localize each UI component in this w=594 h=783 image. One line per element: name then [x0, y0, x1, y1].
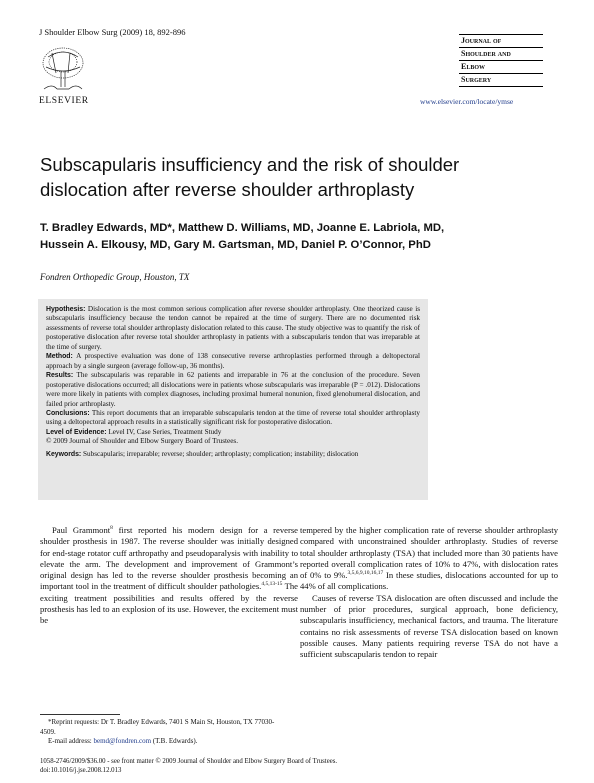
affiliation: Fondren Orthopedic Group, Houston, TX — [40, 272, 190, 282]
author-line: T. Bradley Edwards, MD*, Matthew D. Williams, MD, Joanne E. Labriola, MD, — [40, 222, 445, 234]
email-label: E-mail address: — [48, 737, 94, 745]
footnote-divider — [40, 714, 120, 715]
elsevier-tree-logo — [40, 45, 86, 93]
conclusions-text: This report documents that an irreparable subscapularis tendon at the time of reverse total shoulder arthroplasty using a deltopectoral approach results in a statistically significant risk for postoperative dislocation. — [46, 408, 420, 427]
method-heading: Method: — [46, 353, 73, 361]
body-text: The exciting treatment possibilities and results offered by the reverse prosthesis has led to an explosion of its use. However, the excitement must be — [40, 581, 299, 626]
issn-line: 1058-2746/2009/$36.00 - see front matter © 2009 Journal of Shoulder and Elbow Surgery Board of Trustees. — [40, 758, 338, 765]
email-suffix: (T.B. Edwards). — [151, 737, 198, 745]
level-of-evidence-heading: Level of Evidence: — [46, 428, 107, 436]
email-link[interactable]: bemd@fondren.com — [93, 737, 152, 745]
citation-ref[interactable]: 3,5,6,9,10,16,17 — [347, 570, 384, 577]
method-text: A prospective evaluation was done of 138 consecutive reverse arthroplasties performed through a deltopectoral approach by a single surgeon (average follow-up, 36 months). — [46, 352, 420, 370]
author-list — [40, 220, 500, 254]
body-text: first reported his modern design for a reverse shoulder prosthesis in 1987. The reverse shoulder was initially designed for end-stage rotator cuff arthropathy and pseudoparalysis with inability to elevate the arm. The development and improvement of Grammont’s original design has led to the reverse shoulder prosthesis becoming an important tool in the treatment of difficult shoulder pathologies. — [40, 525, 298, 592]
keywords-heading: Keywords: — [46, 450, 82, 458]
page-footer — [40, 757, 550, 775]
abstract-box — [38, 299, 428, 500]
results-text: The subscapularis was reparable in 62 patients and irreparable in 76 at the conclusion of the procedure. Seven postoperative dislocations occurred; all dislocations were in patients whose subscapularis was irreparable (P = .012). Dislocations were more likely in patients with complex diagnoses, including proximal humeral nonunion, fixed glenohumeral dislocation, and failed prior arthroplasty. — [46, 371, 420, 408]
hypothesis-heading: Hypothesis: — [46, 306, 86, 313]
journal-logo-line: Journal of — [461, 36, 502, 45]
body-paragraph: Causes of reverse TSA dislocation are often discussed and include the number of prior procedures, surgical approach, bone deficiency, subscapularis insufficiency, mechanical factors, and trauma. The literature contains no risk assessments of reverse TSA dislocation based on known possible causes. Many patients requiring reverse TSA do not have a sufficient subscapularis tendon to repair — [300, 592, 558, 660]
publisher-name: ELSEVIER — [39, 96, 89, 106]
level-of-evidence-text: Level IV, Case Series, Treatment Study — [108, 427, 222, 436]
body-column-right — [300, 525, 558, 661]
author-line: Hussein A. Elkousy, MD, Gary M. Gartsman, MD, Daniel P. O’Connor, PhD — [40, 239, 431, 251]
journal-logo-line: Surgery — [461, 75, 492, 84]
keywords-text: Subscapularis; irreparable; reverse; shoulder; arthroplasty; complication; instability; dislocation — [83, 449, 359, 458]
hypothesis-text: Dislocation is the most common serious complication after reverse shoulder arthroplasty. One theorized cause is subscapularis insufficiency because the tendon cannot be repaired at the time of surgery. There are no documented risk assessments of reverse total shoulder arthroplasty dislocation related to this cause. The study objective was to quantify the risk of postoperative dislocation after reverse total shoulder arthroplasty in patients with a subscapularis tendon that was irreparable at the time of surgery. — [46, 305, 420, 351]
conclusions-heading: Conclusions: — [46, 409, 90, 417]
journal-logo — [459, 33, 543, 88]
citation-ref[interactable]: 8 — [110, 525, 113, 532]
journal-logo-line: Shoulder and — [461, 49, 511, 58]
journal-url-link[interactable]: www.elsevier.com/locate/ymse — [420, 97, 514, 106]
citation-ref[interactable]: 4,5,13-15 — [261, 581, 283, 588]
doi-line[interactable]: doi:10.1016/j.jse.2008.12.013 — [40, 767, 122, 774]
copyright-notice: © 2009 Journal of Shoulder and Elbow Surgery Board of Trustees. — [46, 437, 238, 446]
body-text: Paul Grammont — [52, 525, 111, 535]
body-text: In these studies, dislocations accounted for up to 44% of all complications. — [300, 570, 558, 592]
body-text: tempered by the higher complication rate of reverse shoulder arthroplasty compared with unconstrained shoulder arthroplasty. Studies of reverse total shoulder arthroplasty (TSA) that included more than 30 patients have reported overall complication rates of 10% to 47%, with dislocation rates of 0% to 9%. — [300, 525, 558, 581]
body-column-left — [40, 525, 298, 627]
footnote — [40, 718, 290, 747]
results-heading: Results: — [46, 372, 74, 380]
reprint-request: *Reprint requests: Dr T. Bradley Edwards, 7401 S Main St, Houston, TX 77030-4509. — [40, 718, 275, 736]
journal-citation: J Shoulder Elbow Surg (2009) 18, 892-896 — [39, 27, 186, 37]
article-title: Subscapularis insufficiency and the risk of shoulder dislocation after reverse shoulder arthroplasty — [40, 154, 460, 200]
journal-logo-line: Elbow — [461, 62, 486, 71]
